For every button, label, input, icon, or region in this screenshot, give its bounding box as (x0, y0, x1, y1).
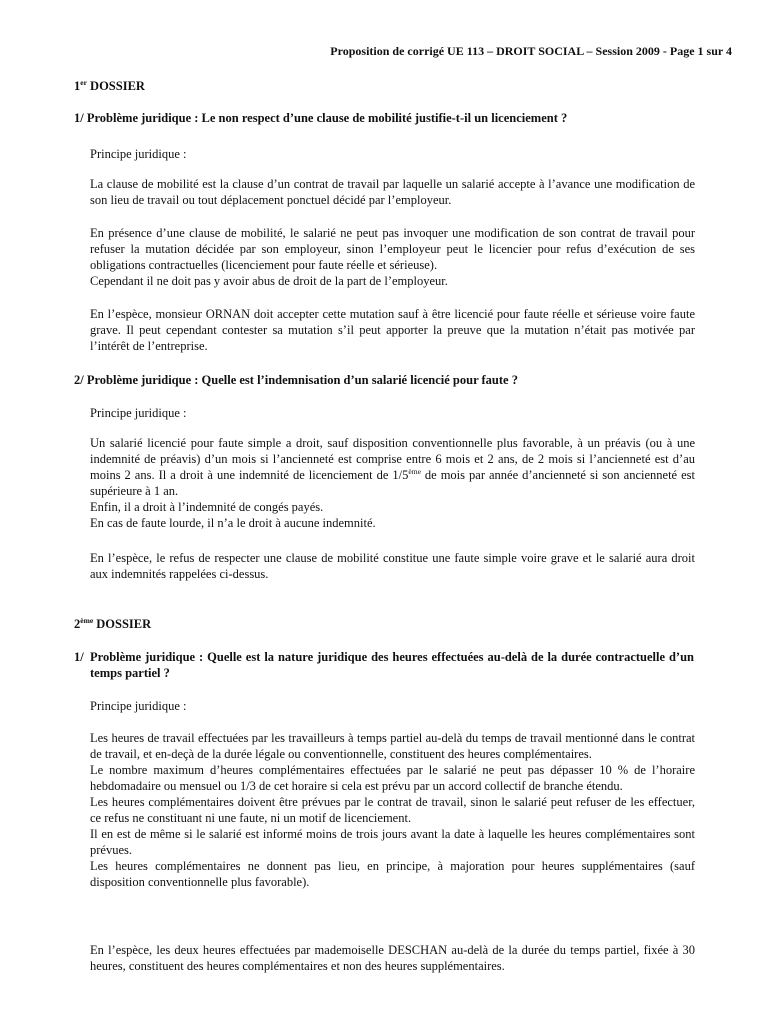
d1-q1-p2 (90, 225, 695, 289)
d1-q2-p1-sup: ème (408, 467, 421, 476)
d1-q1-p2b: Cependant il ne doit pas y avoir abus de droit de la part de l’employeur. (90, 274, 448, 288)
d2-q1-l1: Les heures de travail effectuées par les travailleurs à temps partiel au-delà du temps de travail mentionné dans le contrat de travail, et en-deçà de la durée légale ou conventionnelle, constituent des heures complémentaires. (90, 731, 695, 761)
d1-q2-principe: Principe juridique : (90, 406, 187, 420)
d2-q1-l5: Les heures complémentaires ne donnent pas lieu, en principe, à majoration pour heures supplémentaires (sauf disposition conventionnelle plus favorable). (90, 859, 695, 889)
page-header: Proposition de corrigé UE 113 – DROIT SOCIAL – Session 2009 - Page 1 sur 4 (330, 44, 732, 58)
d1-q2-p1a: Un salarié licencié pour faute simple a droit, sauf disposition conventionnelle plus favorable, à un préavis (ou à une indemnité de préavis) d’un mois si l’ancienneté est comprise entre 6 mois et 2 ans, de 2 mois si l’ancienneté est d’au moins 2 ans. Il a droit à une indemnité de licenciement de 1/5 (90, 436, 695, 482)
d2-q1-l3: Les heures complémentaires doivent être prévues par le contrat de travail, sinon le salarié peut refuser de les effectuer, ce refus ne constituant ni une faute, ni un motif de licenciement. (90, 795, 695, 825)
d1-q1-p2a: En présence d’une clause de mobilité, le salarié ne peut pas invoquer une modification de son contrat de travail pour refuser la mutation décidée par son employeur, sinon l’employeur peut le licencier pour refus d’exécution de ses obligations contractuelles (licenciement pour faute réelle et sérieuse). (90, 226, 695, 272)
d2-q1-number: 1/ (74, 650, 84, 664)
d1-q1-p3: En l’espèce, monsieur ORNAN doit accepter cette mutation sauf à être licencié pour faute réelle et sérieuse voire faute grave. Il peut cependant contester sa mutation s’il peut apporter la preuve que la mutation n’était pas motivée par l’intérêt de l’entreprise. (90, 307, 695, 353)
d1-q1-p1: La clause de mobilité est la clause d’un contrat de travail par laquelle un salarié accepte à l’avance une modification de son lieu de travail ou tout déplacement ponctuel décidé par l’employeur. (90, 177, 695, 207)
d1-q2-p1b: de mois par année d’ancienneté si son ancienneté est supérieure à 1 an. (90, 468, 695, 498)
d1-q1-principe: Principe juridique : (90, 147, 187, 161)
d2-q1-l2: Le nombre maximum d’heures complémentaires effectuées par le salarié ne peut pas dépasser 10 % de l’horaire hebdomadaire ou mensuel ou 1/3 de cet horaire si cela est prévu par un accord collectif de branche étendu. (90, 763, 695, 793)
dossier-1-heading: 1er DOSSIER (74, 78, 145, 93)
d2-q1-body (90, 730, 695, 890)
d2-q1-l4: Il en est de même si le salarié est informé moins de trois jours avant la date à laquelle les heures complémentaires sont prévues. (90, 827, 695, 857)
d1-q2-p1c: Enfin, il a droit à l’indemnité de congés payés. (90, 500, 324, 514)
d2-q1-final: En l’espèce, les deux heures effectuées par mademoiselle DESCHAN au-delà de la durée du temps partiel, fixée à 30 heures, constituent des heures complémentaires et non des heures supplémentaires. (90, 943, 695, 973)
dossier-2-heading: 2ème DOSSIER (74, 616, 152, 631)
d1-q1-title: 1/ Problème juridique : Le non respect d’une clause de mobilité justifie-t-il un licenciement ? (74, 111, 568, 125)
d1-q2-p2: En l’espèce, le refus de respecter une clause de mobilité constitue une faute simple voire grave et le salarié aura droit aux indemnités rappelées ci-dessus. (90, 551, 695, 581)
d1-q2-p1 (90, 435, 695, 531)
d1-q2-p1d: En cas de faute lourde, il n’a le droit à aucune indemnité. (90, 516, 376, 530)
d2-q1-title (74, 649, 694, 681)
d2-q1-title-text: Problème juridique : Quelle est la nature juridique des heures effectuées au-delà de la durée contractuelle d’un temps partiel ? (90, 650, 694, 680)
d1-q2-title: 2/ Problème juridique : Quelle est l’indemnisation d’un salarié licencié pour faute ? (74, 373, 518, 387)
d2-q1-principe: Principe juridique : (90, 699, 187, 713)
